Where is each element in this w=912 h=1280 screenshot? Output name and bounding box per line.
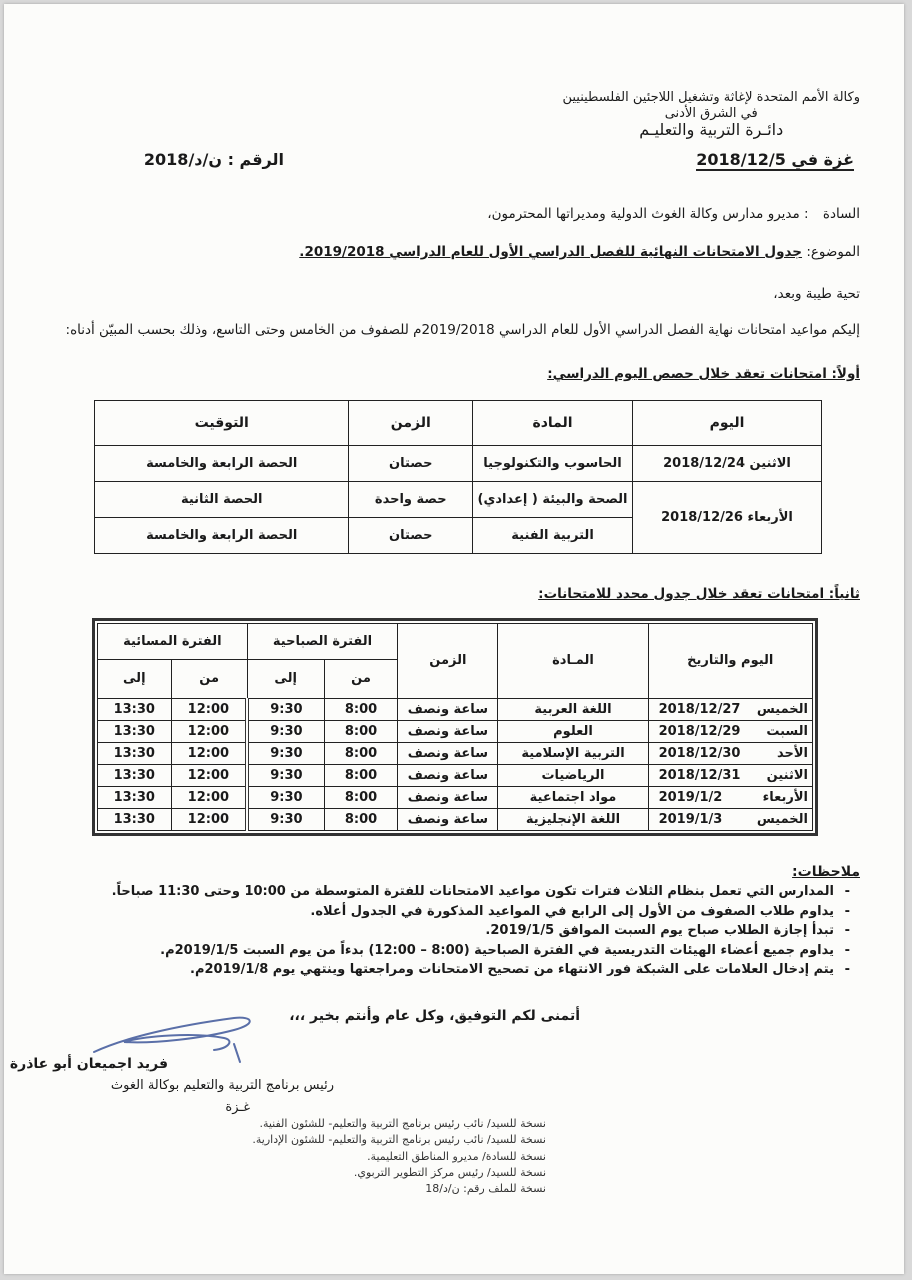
exam-date: 2018/12/29 [658,723,741,739]
header-subject: المادة [473,401,633,446]
duration-cell: حصتان [349,446,473,482]
subject-cell: اللغة الإنجليزية [498,808,648,830]
duration-cell: حصتان [349,518,473,554]
header-evening-from: من [171,659,247,698]
table-row [98,808,813,830]
letter-body: إليكم مواعيد امتحانات نهاية الفصل الدراسي الأول للعام الدراسي 2019/2018م للصفوف من الخامس وحتى التاسع، وذلك بحسب المبيّن أدناه: [65,322,860,338]
timing-cell: الحصة الرابعة والخامسة [95,446,349,482]
evening-from-cell: 12:00 [171,698,247,720]
subject-cell: التربية الإسلامية [498,742,648,764]
morning-from-cell: 8:00 [324,698,398,720]
timing-cell: الحصة الرابعة والخامسة [95,518,349,554]
header-timing: التوقيت [95,401,349,446]
section2-title: ثانياً: امتحانات تعقد خلال جدول محدد للامتحانات: [538,586,860,602]
evening-from-cell: 12:00 [171,786,247,808]
evening-to-cell: 13:30 [98,742,172,764]
morning-from-cell: 8:00 [324,742,398,764]
day-date-cell [648,698,812,720]
morning-to-cell: 9:30 [247,764,324,786]
header-subject: المـادة [498,624,648,699]
note-item: - يداوم طلاب الصفوف من الأول إلى الرابع في المواعيد المذكورة في الجدول أعلاه. [34,902,834,922]
day-name: الأحد [776,745,808,761]
table-row [98,786,813,808]
section1-title: أولاً: امتحانات تعقد خلال حصص اليوم الدراسي: [547,366,860,382]
header-evening-to: إلى [98,659,172,698]
duration-cell: ساعة ونصف [398,764,498,786]
evening-from-cell: 12:00 [171,764,247,786]
day-name: الأربعاء [762,789,808,805]
evening-to-cell: 13:30 [98,786,172,808]
evening-to-cell: 13:30 [98,764,172,786]
table-row [98,720,813,742]
note-item: - تبدأ إجازة الطلاب صباح يوم السبت الموافق 2019/1/5. [34,921,834,941]
subject-cell: اللغة العربية [498,698,648,720]
table-row [95,446,822,482]
exam-date: 2019/1/2 [658,789,723,805]
exam-schedule-frame [92,618,818,836]
copy-item: نسخة للملف رقم: ن/د/18 [425,1182,546,1196]
morning-from-cell: 8:00 [324,808,398,830]
copy-item: نسخة للسيد/ نائب رئيس برنامج التربية والتعليم- للشئون الإدارية. [252,1133,546,1147]
duration-cell: ساعة ونصف [398,742,498,764]
in-school-exams-table [94,400,822,554]
evening-to-cell: 13:30 [98,808,172,830]
recipient-line [487,206,860,222]
signer-title: رئيس برنامج التربية والتعليم بوكالة الغوث [110,1078,334,1093]
morning-to-cell: 9:30 [247,808,324,830]
day-date-cell [648,808,812,830]
recipient-label: السادة [822,206,860,222]
morning-to-cell: 9:30 [247,742,324,764]
copies-list [252,1116,546,1197]
day-name: الخميس [756,811,808,827]
org-name-line1: وكالة الأمم المتحدة لإغاثة وتشغيل اللاجئين الفلسطينيين [562,90,860,105]
department-name: دائـرة التربية والتعليـم [639,120,784,139]
letter-date: غزة في 2018/12/5 [696,150,854,169]
day-name: السبت [766,723,808,739]
day-date-cell [648,764,812,786]
day-name: الخميس [756,701,808,717]
day-name: الاثنين [766,767,808,783]
subject-line [299,244,860,260]
morning-from-cell: 8:00 [324,720,398,742]
evening-from-cell: 12:00 [171,808,247,830]
subject-cell: الحاسوب والتكنولوجيا [473,446,633,482]
timing-cell: الحصة الثانية [95,482,349,518]
morning-to-cell: 9:30 [247,720,324,742]
morning-from-cell: 8:00 [324,764,398,786]
subject-cell: التربية الفنية [473,518,633,554]
subject-cell: الصحة والبيئة ( إعدادي) [473,482,633,518]
organization-header [562,90,860,138]
closing-line: أتمنى لكم التوفيق، وكل عام وأنتم بخير ،،، [289,1008,580,1024]
signer-city: غـزة [225,1100,250,1115]
table-row [98,742,813,764]
note-item: - يتم إدخال العلامات على الشبكة فور الانتهاء من تصحيح الامتحانات ومراجعتها وينتهي يوم 2019/1/8م. [34,960,834,980]
evening-from-cell: 12:00 [171,720,247,742]
reference-number: الرقم : ن/د/2018 [143,150,284,169]
exam-date: 2019/1/3 [658,811,723,827]
duration-cell: ساعة ونصف [398,786,498,808]
duration-cell: حصة واحدة [349,482,473,518]
day-date-cell [648,742,812,764]
copy-item: نسخة للسيد/ نائب رئيس برنامج التربية والتعليم- للشئون الفنية. [259,1117,546,1130]
header-morning-period: الفترة الصباحية [247,624,398,660]
exam-date: 2018/12/31 [658,767,741,783]
org-name-line2: في الشرق الأدنى [664,106,758,121]
duration-cell: ساعة ونصف [398,720,498,742]
subject-cell: العلوم [498,720,648,742]
evening-to-cell: 13:30 [98,720,172,742]
day-cell: الأربعاء 2018/12/26 [632,482,821,554]
subject-cell: مواد اجتماعية [498,786,648,808]
morning-to-cell: 9:30 [247,698,324,720]
table-row [98,764,813,786]
greeting: تحية طيبة وبعد، [773,286,860,302]
header-day: اليوم [632,401,821,446]
exam-schedule-table [97,623,813,831]
table-row [98,698,813,720]
day-date-cell [648,720,812,742]
notes-title: ملاحظات: [792,864,860,880]
notes-list [34,882,852,980]
day-cell: الاثنين 2018/12/24 [632,446,821,482]
note-item: - يداوم جميع أعضاء الهيئات التدريسية في الفترة الصباحية (8:00 – 12:00) بدءاً من يوم السبت 2019/1/5م. [34,941,834,961]
subject-text: جدول الامتحانات النهائية للفصل الدراسي الأول للعام الدراسي 2019/2018. [299,244,803,260]
evening-to-cell: 13:30 [98,698,172,720]
subject-cell: الرياضيات [498,764,648,786]
signer-name: فريد اجميعان أبو عاذرة [9,1056,168,1072]
duration-cell: ساعة ونصف [398,698,498,720]
table-row [95,482,822,518]
table-header-row [98,624,813,660]
duration-cell: ساعة ونصف [398,808,498,830]
morning-from-cell: 8:00 [324,786,398,808]
header-morning-to: إلى [247,659,324,698]
table-header-row [95,401,822,446]
morning-to-cell: 9:30 [247,786,324,808]
exam-date: 2018/12/27 [658,701,741,717]
copy-item: نسخة للسيد/ رئيس مركز التطوير التربوي. [353,1165,546,1179]
exam-date: 2018/12/30 [658,745,741,761]
header-evening-period: الفترة المسائية [98,624,248,660]
recipient-text: : مديرو مدارس وكالة الغوث الدولية ومديراتها المحترمون، [487,206,809,222]
letter-page [4,4,904,1274]
header-morning-from: من [324,659,398,698]
exam-schedule-body [98,698,813,830]
header-duration: الزمن [349,401,473,446]
copy-item: نسخة للسادة/ مديرو المناطق التعليمية. [367,1149,546,1163]
evening-from-cell: 12:00 [171,742,247,764]
day-date-cell [648,786,812,808]
subject-label: الموضوع: [806,244,860,260]
header-day-date: اليوم والتاريخ [648,624,812,699]
header-duration: الزمن [398,624,498,699]
note-item: - المدارس التي تعمل بنظام الثلاث فترات تكون مواعيد الامتحانات للفترة المتوسطة من 10:00 وحتى 11:30 صباحاً. [34,882,834,902]
